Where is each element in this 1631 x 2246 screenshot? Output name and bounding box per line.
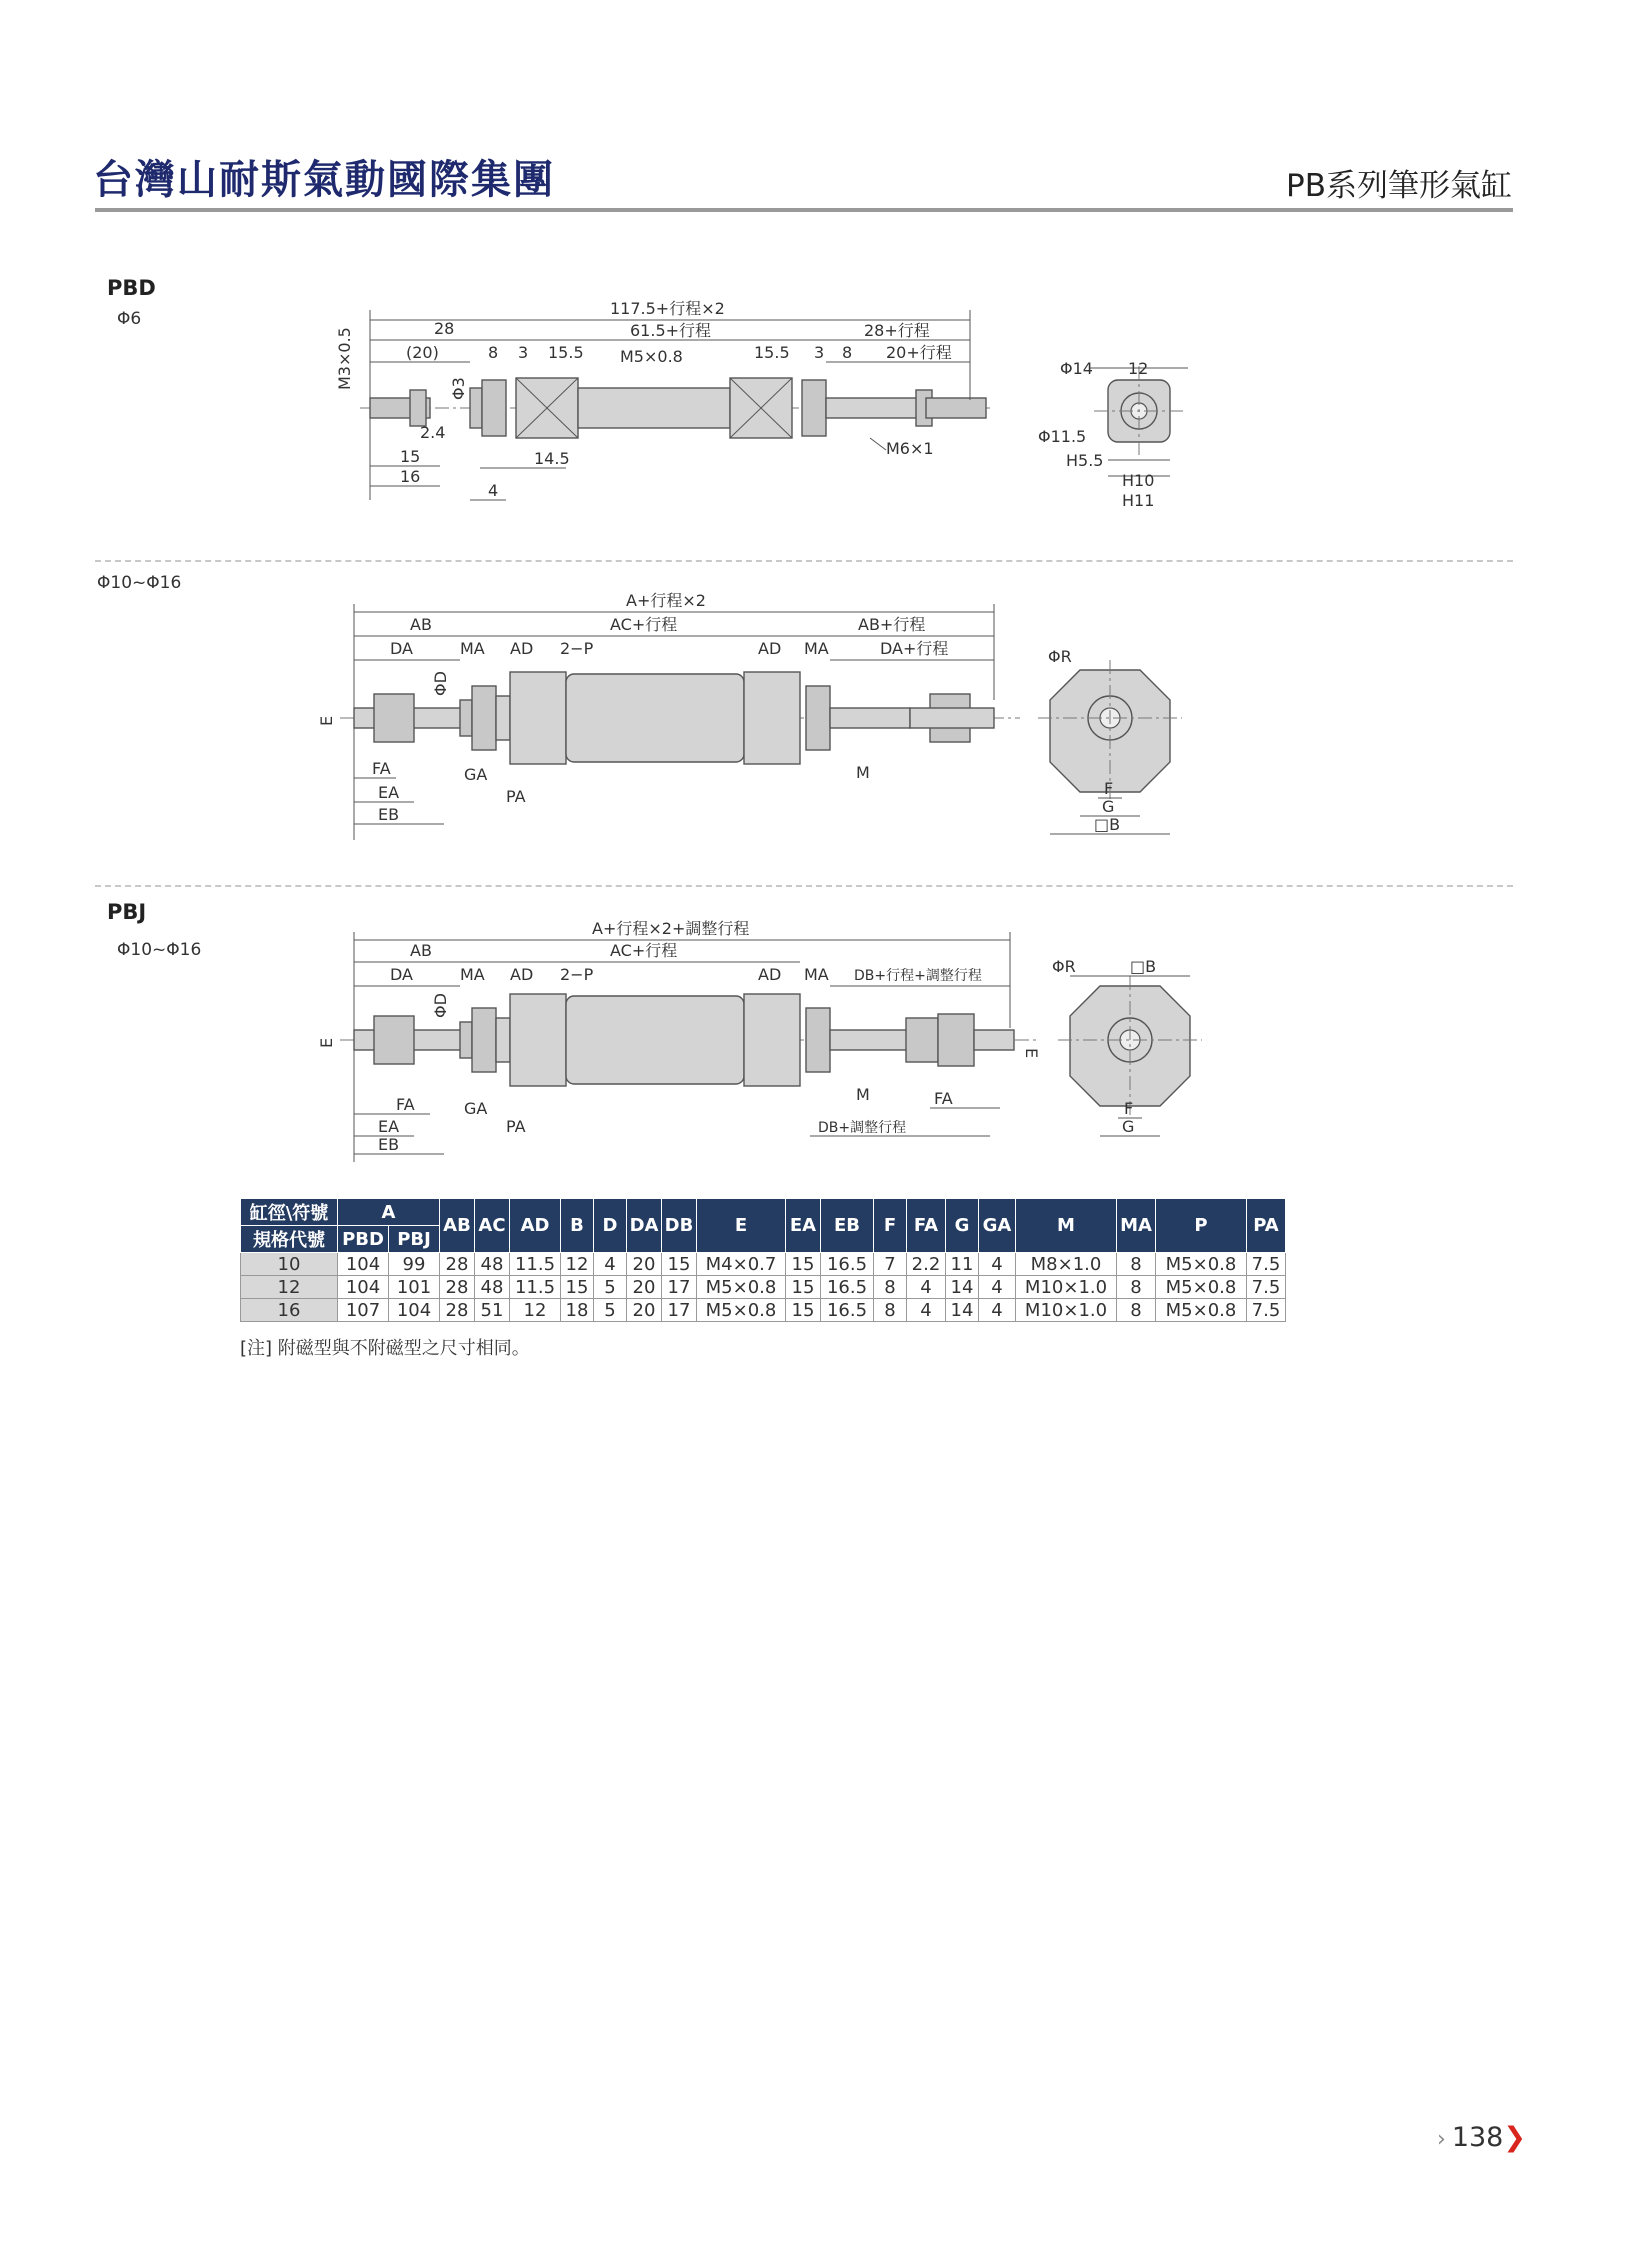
col-ac: AC (475, 1199, 510, 1253)
table-cell: M5×0.8 (1156, 1276, 1247, 1299)
spec-table (240, 1198, 1286, 1322)
dim-24: 2.4 (420, 423, 446, 442)
table-cell: 99 (389, 1253, 440, 1276)
table-cell: 8 (1117, 1253, 1156, 1276)
table-cell: 18 (561, 1299, 594, 1322)
table-cell: 17 (662, 1299, 697, 1322)
dim-phir: ΦR (1052, 957, 1076, 976)
dim-phi3: Φ3 (449, 377, 468, 400)
dim-dar: DA+行程 (880, 639, 949, 658)
col-p: P (1156, 1199, 1247, 1253)
dim-b: □B (1094, 815, 1121, 834)
dim-da: DA (390, 639, 413, 658)
dim-phid: ΦD (431, 671, 450, 696)
table-cell: 4 (979, 1299, 1016, 1322)
dim-fa: FA (372, 759, 391, 778)
table-cell: 5 (594, 1299, 627, 1322)
dim-phi115: Φ11.5 (1038, 427, 1087, 446)
dim-m6: M6×1 (886, 439, 934, 458)
table-cell: 15 (662, 1253, 697, 1276)
table-cell: 48 (475, 1253, 510, 1276)
table-cell: 8 (874, 1276, 907, 1299)
table-cell: 12 (561, 1253, 594, 1276)
table-cell: 4 (979, 1276, 1016, 1299)
table-cell: 15 (786, 1276, 821, 1299)
table-cell: 4 (979, 1253, 1016, 1276)
dim-overall: A+行程×2+調整行程 (592, 919, 750, 938)
table-cell: M5×0.8 (1156, 1253, 1247, 1276)
dim-15: 15 (400, 447, 421, 466)
col-a: A (338, 1199, 440, 1226)
dim-overall: 117.5+行程×2 (610, 299, 725, 318)
brand-title: 台灣山耐斯氣動國際集團 (93, 157, 555, 203)
dim-da: DA (390, 965, 413, 984)
table-cell: M8×1.0 (1016, 1253, 1117, 1276)
dim-adr: AD (758, 965, 782, 984)
table-cell: M10×1.0 (1016, 1299, 1117, 1322)
table-cell: 11.5 (510, 1253, 561, 1276)
dim-h10: H10 (1122, 471, 1155, 490)
dim-eb: EB (378, 1135, 400, 1154)
col-a-pbj: PBJ (389, 1226, 440, 1253)
section-sub-mid: Φ10~Φ16 (97, 573, 182, 593)
dim-pa: PA (506, 787, 526, 806)
chevron-right-icon: › (1437, 2127, 1446, 2152)
table-cell: 12 (510, 1299, 561, 1322)
dim-ab: AB (410, 941, 432, 960)
col-pa: PA (1247, 1199, 1286, 1253)
footnote: [注] 附磁型與不附磁型之尺寸相同。 (240, 1338, 530, 1359)
col-da: DA (627, 1199, 662, 1253)
dim-h11: H11 (1122, 491, 1155, 510)
header-divider (95, 208, 1513, 212)
table-cell: 107 (338, 1299, 389, 1322)
dim-g: G (1122, 1117, 1135, 1136)
dim-db: DB+行程+調整行程 (854, 968, 982, 984)
table-cell: 4 (594, 1253, 627, 1276)
section-label-pbd: PBD (107, 276, 156, 300)
col-ab: AB (440, 1199, 475, 1253)
table-cell: 11.5 (510, 1276, 561, 1299)
dim-b: □B (1130, 957, 1157, 976)
table-cell: 17 (662, 1276, 697, 1299)
table-row (241, 1299, 1286, 1322)
dim-overall: A+行程×2 (626, 591, 706, 610)
table-cell: 16.5 (821, 1253, 874, 1276)
table-cell: 8 (874, 1299, 907, 1322)
dim-ma: MA (460, 639, 485, 658)
dim-eb: EB (378, 805, 400, 824)
dim-12: 12 (1128, 359, 1149, 378)
dim-ma: MA (460, 965, 485, 984)
table-cell: 20 (627, 1276, 662, 1299)
table-cell: M5×0.8 (1156, 1299, 1247, 1322)
table-cell: M4×0.7 (697, 1253, 786, 1276)
dim-ga: GA (464, 1099, 488, 1118)
table-cell: M10×1.0 (1016, 1276, 1117, 1299)
dim-ac: AC+行程 (610, 941, 678, 960)
dim-ad: AD (510, 639, 534, 658)
table-cell: 20 (627, 1299, 662, 1322)
section-label-pbj: PBJ (107, 900, 147, 924)
dim-pa: PA (506, 1117, 526, 1136)
dim-ab: AB (410, 615, 432, 634)
dim-145: 14.5 (534, 449, 570, 468)
dim-ea: EA (378, 783, 400, 802)
pbj-drawing (310, 918, 1210, 1168)
dim-16: 16 (400, 467, 421, 486)
table-row-head: 10 (241, 1253, 338, 1276)
table-cell: 14 (946, 1299, 979, 1322)
dim-155b: 15.5 (754, 343, 790, 362)
dim-dbadj: DB+調整行程 (818, 1120, 907, 1136)
dim-20: (20) (406, 343, 439, 362)
table-cell: 7 (874, 1253, 907, 1276)
table-row (241, 1253, 1286, 1276)
page-number (1437, 2122, 1526, 2153)
dim-phir: ΦR (1048, 647, 1072, 666)
series-title: PB系列筆形氣缸 (1286, 168, 1512, 204)
dim-28: 28 (434, 319, 455, 338)
dim-adr: AD (758, 639, 782, 658)
table-corner: 缸徑\符號 (241, 1199, 338, 1226)
table-cell: 16.5 (821, 1276, 874, 1299)
table-cell: 8 (1117, 1299, 1156, 1322)
dim-right: 28+行程 (864, 321, 930, 340)
dim-h55: H5.5 (1066, 451, 1104, 470)
dim-p: 2−P (560, 965, 594, 984)
dim-ea: EA (378, 1117, 400, 1136)
arrow-right-icon: ❯ (1503, 2122, 1526, 2153)
dim-far: FA (934, 1089, 953, 1108)
table-cell: 28 (440, 1253, 475, 1276)
table-corner-sub: 規格代號 (241, 1226, 338, 1253)
table-cell: 14 (946, 1276, 979, 1299)
dim-3a: 3 (518, 343, 529, 362)
table-cell: 28 (440, 1299, 475, 1322)
table-cell: 15 (786, 1299, 821, 1322)
col-m: M (1016, 1199, 1117, 1253)
dim-phi14: Φ14 (1060, 359, 1093, 378)
section-sub-pbj: Φ10~Φ16 (117, 940, 202, 960)
dim-e: E (317, 715, 336, 726)
table-header-row (241, 1199, 1286, 1226)
dim-fa: FA (396, 1095, 415, 1114)
col-g: G (946, 1199, 979, 1253)
standard-drawing (310, 590, 1210, 850)
table-cell: 104 (389, 1299, 440, 1322)
dim-4: 4 (488, 481, 499, 500)
dim-155a: 15.5 (548, 343, 584, 362)
col-b: B (561, 1199, 594, 1253)
dim-mar: MA (804, 639, 829, 658)
col-eb: EB (821, 1199, 874, 1253)
dim-8a: 8 (488, 343, 499, 362)
col-db: DB (662, 1199, 697, 1253)
col-d: D (594, 1199, 627, 1253)
table-cell: 8 (1117, 1276, 1156, 1299)
col-fa: FA (907, 1199, 946, 1253)
section-divider (95, 560, 1513, 562)
table-cell: 20 (627, 1253, 662, 1276)
end-view (1090, 366, 1188, 476)
dim-g: G (1102, 797, 1115, 816)
col-ea: EA (786, 1199, 821, 1253)
dim-abr: AB+行程 (858, 615, 926, 634)
table-row-head: 12 (241, 1276, 338, 1299)
table-row-head: 16 (241, 1299, 338, 1322)
dim-mar: MA (804, 965, 829, 984)
table-cell: 4 (907, 1299, 946, 1322)
dim-e: E (317, 1037, 336, 1048)
dim-m3: M3×0.5 (335, 327, 354, 390)
section-sub-pbd: Φ6 (117, 309, 142, 329)
dim-er: E (1022, 1048, 1041, 1059)
col-f: F (874, 1199, 907, 1253)
table-cell: 11 (946, 1253, 979, 1276)
dim-phid: ΦD (431, 993, 450, 1018)
table-cell: 2.2 (907, 1253, 946, 1276)
table-cell: 15 (561, 1276, 594, 1299)
table-cell: 101 (389, 1276, 440, 1299)
pbd-drawing (330, 290, 1210, 530)
table-cell: 48 (475, 1276, 510, 1299)
col-e: E (697, 1199, 786, 1253)
dim-mid: 61.5+行程 (630, 321, 712, 340)
table-cell: 16.5 (821, 1299, 874, 1322)
dim-ac: AC+行程 (610, 615, 678, 634)
col-ga: GA (979, 1199, 1016, 1253)
dim-20r: 20+行程 (886, 343, 952, 362)
table-cell: 7.5 (1247, 1299, 1286, 1322)
table-cell: 104 (338, 1253, 389, 1276)
table-cell: M5×0.8 (697, 1299, 786, 1322)
table-cell: 28 (440, 1276, 475, 1299)
table-cell: 4 (907, 1276, 946, 1299)
table-cell: 7.5 (1247, 1253, 1286, 1276)
dim-8b: 8 (842, 343, 853, 362)
dim-p: 2−P (560, 639, 594, 658)
dim-ad: AD (510, 965, 534, 984)
dim-ga: GA (464, 765, 488, 784)
page-number-text: 138 (1451, 2122, 1504, 2153)
col-ma: MA (1117, 1199, 1156, 1253)
dim-port: M5×0.8 (620, 347, 683, 366)
table-row (241, 1276, 1286, 1299)
table-cell: 15 (786, 1253, 821, 1276)
dim-f: F (1104, 779, 1114, 798)
dim-m: M (856, 1085, 870, 1104)
table-cell: M5×0.8 (697, 1276, 786, 1299)
section-divider (95, 885, 1513, 887)
col-ad: AD (510, 1199, 561, 1253)
table-cell: 7.5 (1247, 1276, 1286, 1299)
dim-3b: 3 (814, 343, 825, 362)
table-cell: 51 (475, 1299, 510, 1322)
table-cell: 5 (594, 1276, 627, 1299)
col-a-pbd: PBD (338, 1226, 389, 1253)
dim-m: M (856, 763, 870, 782)
dim-f: F (1124, 1099, 1134, 1118)
table-cell: 104 (338, 1276, 389, 1299)
